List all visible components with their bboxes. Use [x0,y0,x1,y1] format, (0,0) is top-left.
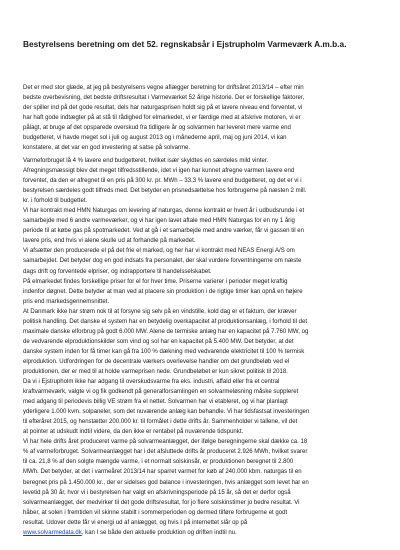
text-line: dags drift og forventede elpriser, og indrapportere til handelsselskabet. [23,268,212,275]
text-line: samarbejdet. Det betyder dog en god indsats fra personalet, der skal vurdere forventningerne om næste [23,258,302,265]
text-line: politisk handling. Det danske el system har en betydelig overkapacitet af produktionsanlæg, i forhold til det [23,318,308,325]
text-line: med adgang til periodevis billig VE strøm fra el nettet. Solvarmen har vi etableret, og vi har planlagt [23,399,288,406]
text-line: kr. i forhold til budgettet. [23,198,88,205]
text-line: produktionen, der er med til at holde varmeprisen nede. Grundbeløbet er kun sikret politisk til 2018. [23,368,288,375]
text-line: periode til at købe gas på spotmarkedet. Ved at gå i et samarbejde med andre værker, får vi gassen til en [23,228,304,235]
text-line: kraftvarmeværk, valgte vi og fik godkendt på generalforsamlingen en solvarmeløsning måske suppleret [23,389,299,396]
text-line: der spiller ind på det gode resultat, dels har naturgasprisen holdt sig på et lavere niveau end forventet, vi [23,105,303,112]
closing-rest: , kan I se både den aktuelle produktion og driften indtil nu. [81,529,237,536]
text-line: konstatere, at det var en god investering at satse på solvarme. [23,145,191,152]
document-title: Bestyrelsens beretning om det 52. regnskabsår i Ejstrupholm Varmeværk A.m.b.a. [23,39,347,49]
text-line: % af varmeforbruget. Solvarmeanlægget har i det afsluttede drifts år produceret 2.926 MWh, hvilket svarer [23,449,308,456]
text-line: har haft gode indtægter på at stå til rådighed for elmarkedet, vi er færdige med at afskrive motoren, vi er [23,115,301,122]
text-line: Vi har kontrakt med HMN Naturgas om levering af naturgas, denne kontrakt er hvert år i udbudsrunde i et [23,208,305,215]
text-line: de vedvarende elproduktionskilder som vind og sol har en kapacitet på 5.400 MW. Det betyder, at det [23,338,294,345]
text-line: samarbejde med 6 andre varmeværker, og vi har igen lavet aftale med HMN Naturgas for en ny 1 årig [23,218,295,225]
text-line: At Danmark ikke har strøm nok til at forsyne sig selv på en vindstille, kold dag er et faktum, der kræver [23,308,297,315]
text-line: På elmarkedet findes forskellige priser for el for hver time. Priserne varierer i perioder meget kraftig [23,278,288,285]
text-line: håber, at solen i fremtiden vil skinne stabilt i sommerperioden og dermed tilføre forbrugerne et godt [23,509,288,516]
text-line: Vi har hele drifts året produceret varme på solvarmeanlægget, der ifølge beregningerne skal dække ca. 18 [23,439,308,446]
text-line: Varmeforbruget lå 4 % lavere end budgetteret, hvilket især skyldtes en særdeles mild vinter. [23,158,269,164]
text-line: bedste overbevisning, det bedste driftsresultat i Varmeværket 52 årige historie. Der er forskellige faktorer, [23,95,305,102]
text-line: pris end markedsgennemsnittet. [23,298,110,305]
solvarmedata-link[interactable]: www.solvarmedata.dk [23,529,82,536]
text-line: forventet, da den er afregnet til en pris på 300 kr. pr. MWh – 33,3 % lavere end budgetteret, og det er vi i [23,178,302,185]
text-line: Det er med stor glæde, at jeg på bestyrelsens vegne aflægger beretning for driftsåret 2013/14 – efter min [23,85,304,91]
text-line: danske system inden for få timer kan gå fra 100 % dækning med vedvarende elektricitet til 100 % termisk [23,348,305,355]
text-line: budgetteret, vi havde meget sol i juli og august 2013 og i månederne april, maj og juni 2014, vi kan [23,135,287,142]
paragraph-body [23,156,383,538]
text-line: solvarmeanlægget, der medvirker til det gode driftsresultat, for jo flere solskinstimer jo bedre resultat. Vi [23,499,300,506]
text-line: indenfor døgnet. Dette betyder at man ved at placere sin produktion i de rigtige timer kan opnå en højere [23,288,303,295]
text-line-closing [23,528,383,538]
text-line: bestyrelsen særdeles godt tilfreds med. Det betyder en prisnedsættelse hos forbrugerne på næsten 2 mill. [23,188,307,195]
text-line: maximale danske elforbrug på godt 6.000 MW. Alene de termiske anlæg har en kapacitet på 7.760 MW, og [23,328,309,335]
text-line: Vi afsætter den producerede el på det frie el marked, og her har vi kontrakt med NEAS Energi A/S om [23,248,295,255]
text-line: elproduktion. Udfordringen for de decentrale værkers overlevelse handler om det grundbeløb ved el [23,358,290,365]
text-line: yderligere 1.000 kvm. solpaneler, som det nuværende anlæg kan behandle. Vi har tidsfastsat investeringen [23,409,310,416]
text-line: at pointer at udskudt indtil videre, da den ikke er rentabel på nuværende tidspunkt. [23,429,244,436]
text-line: resultat. Udover dette får vi energi ud af anlægget, og hvis I på internettet slår op på [23,519,248,526]
text-line: Afregningsmæssigt blev det meget tilfredsstillende, idet vi igen har kunnet afregne varmen lavere end [23,168,295,175]
text-line: til ca. 21,8 % af den solgte mængde varme, i et normalt solskinsår, er produktionen beregnet til 2.800 [23,459,294,466]
paragraph-intro [23,83,383,153]
text-line: til efteråret 2015, og henstætter 200.000 kr. til formålet i dette drifts år. Sammenholder vi tallene, vil det [23,419,298,426]
text-line: Da vi i Ejstrupholm ikke har adgang til overskudsvarme fra eks. industri, affald eller fra et central [23,379,280,386]
text-line: beregnet pris på 1.450.000 kr., der er sidelses god balance i investeringen, hvis anlægget som levet har en [23,479,309,486]
text-line: pålagt, at bruge af det opsparede overskud fra tidligere år og solvarmen har leveret mere varme end [23,125,291,132]
text-line: lavere pris, end hvis vi alene skulle ud at forhandle på markedet. [23,238,196,245]
text-line: levetid på 30 år, hvor vi i bestyrelsen har valgt en afskrivningsperiode på 15 år, så det er derfor også [23,489,291,496]
text-line: MWh. Det betyder, at det i varmeåret 2013/14 har sparret varmet for køb af 240.000 kbm. naturgas til en [23,469,302,476]
